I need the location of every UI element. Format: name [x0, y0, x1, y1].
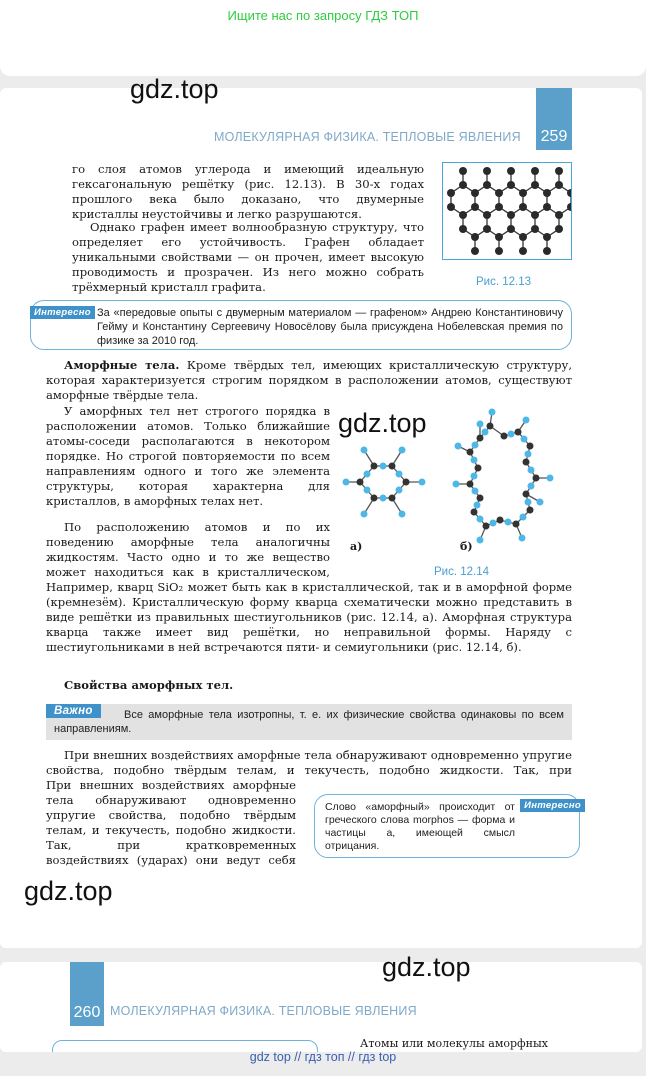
important-text: Все аморфные тела изотропны, т. е. их физические свойства одинаковы по всем направлениям. [54, 709, 564, 735]
paragraph: Атомы или молекулы аморфных [360, 1037, 548, 1050]
paragraph: Однако графен имеет волнообразную структуру, что определяет его устойчивость. Графен обладает уникальными свойствами — он прочен, имеет высокую проводимость и прозрачен. Из него можно собрать трёхмерный кристалл графита. [72, 220, 424, 294]
top-banner [0, 0, 646, 76]
paragraph: Аморфные тела. Кроме твёрдых тел, имеющих кристаллическую структуру, которая характеризуется строгим порядком в расположении атомов, существуют аморфные твёрдые тела. [46, 358, 572, 402]
figure-label-b: б) [460, 540, 473, 553]
section-heading: Аморфные тела. [64, 358, 180, 372]
interesting-tag: Интересно [30, 306, 95, 319]
paragraph: У аморфных тел нет строгого порядка в расположении атомов. Только ближайшие атомы-соседи располагаются в некотором порядке. Но строгой повторяемости по всем направлениям одного и того же элемента структуры, которая характерна для кристаллов, в аморфных телах нет. [46, 404, 330, 508]
footer-links[interactable]: gdz top // гдз топ // гдз top [249, 1050, 397, 1064]
quartz-structure-figure [340, 406, 570, 556]
running-head: МОЛЕКУЛЯРНАЯ ФИЗИКА. ТЕПЛОВЫЕ ЯВЛЕНИЯ [214, 130, 521, 144]
running-head: МОЛЕКУЛЯРНАЯ ФИЗИКА. ТЕПЛОВЫЕ ЯВЛЕНИЯ [110, 1004, 417, 1018]
paragraph: Например, кварц SiO₂ может быть как в кристаллической, так и в аморфной форме (кремнезём). Кристаллическую форму кварца схематически можно представить в виде решётки из правильных шестиугольников (рис. 12.14, а). Аморфная структура кварца также имеет вид решётки, но неправильной формы. Наряду с шестиугольниками в ней встречаются пяти- и семиугольники (рис. 12.14, б). [46, 580, 572, 654]
interesting-text: Слово «аморфный» происходит от греческого слова morphos — форма и частицы а, имеющей смысл отрицания. [325, 801, 515, 852]
important-tag: Важно [46, 704, 101, 718]
textbook-page-259 [0, 74, 642, 948]
important-box [46, 704, 572, 740]
graphene-figure [442, 162, 572, 260]
graphene-lattice-icon [443, 163, 572, 260]
textbook-page-260 [0, 962, 642, 1052]
paragraph: При внешних воздействиях аморфные тела обнаруживают одновременно упругие свойства, подобно твёрдым телам, и текучесть, подобно жидкости. Так, при [46, 748, 572, 777]
interesting-box [314, 794, 580, 858]
paragraph-continued: При внешних воздействиях аморфные тела обнаруживают одновременно упругие свойства, подобно твёрдым телам, и текучесть, подобно жидкости. Так, при кратковременных воздействиях (ударах) они ведут себя [46, 778, 296, 867]
paragraph: го слоя атомов углерода и имеющий идеальную гексагональную решётку (рис. 12.13). В 30-х годах прошлого века было доказано, что двумерные кристаллы неустойчивы и легко разрушаются. [72, 162, 424, 221]
paragraph: Свойства аморфных тел. [64, 678, 234, 692]
figure-caption: Рис. 12.14 [434, 566, 490, 578]
watermark: gdz.top [130, 74, 219, 104]
watermark: gdz.top [382, 952, 471, 982]
interesting-text: За «передовые опыты с двумерным материалом — графеном» Андрею Константиновичу Гейму и Константину Сергеевичу Новосёлову была присуждена Нобелевская премия по физике за 2010 год. [97, 307, 563, 347]
paragraph: По расположению атомов и по их поведению аморфные тела аналогичны жидкостям. Часто одно и то же вещество может находиться как в кристаллическом, [46, 520, 330, 579]
watermark: gdz.top [24, 876, 113, 906]
promo-link[interactable]: Ищите нас по запросу ГДЗ ТОП [227, 8, 419, 23]
figure-label-a: а) [350, 540, 363, 553]
page-number: 260 [70, 962, 104, 1026]
interesting-tag: Интересно [520, 799, 585, 812]
watermark: gdz.top [338, 408, 427, 438]
interesting-box [30, 300, 572, 350]
page-number: 259 [536, 88, 572, 150]
figure-caption: Рис. 12.13 [476, 276, 532, 288]
